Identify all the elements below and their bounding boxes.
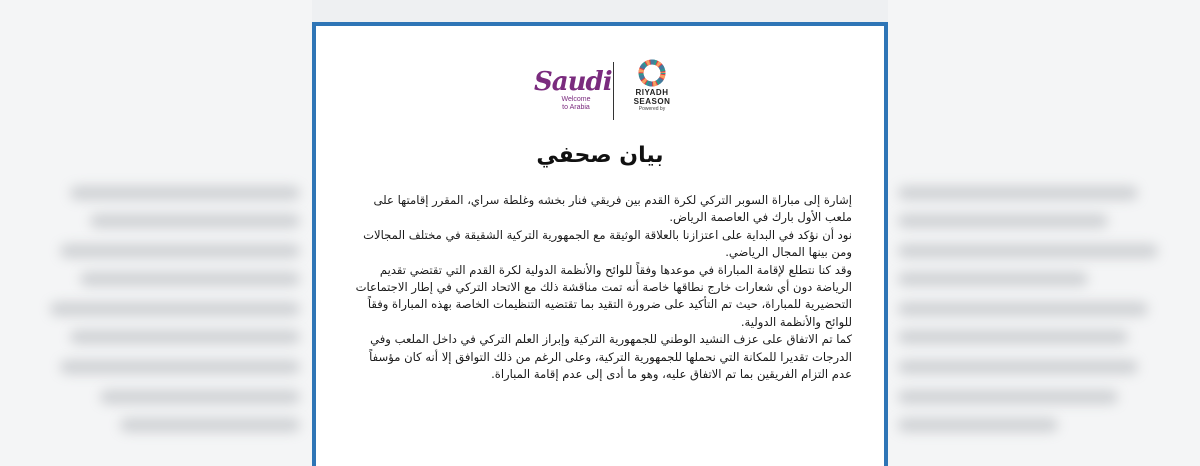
paragraph: وقد كنا نتطلع لإقامة المباراة في موعدها وفقاً للوائح والأنظمة الدولية لكرة القدم التي تقتضي تقديم الرياضة دون أي شعارات خارج نطاقها خاصة أنه تمت مناقشة ذلك مع الاتحاد التركي في إطار الاجتماعات التحضيرية للمباراة، حيث تم التأكيد على ضرورة التقيد بما تقتضيه التنظيمات الخاصة بهذه المباراة وفقاً للوائح والأنظمة الدولية. — [355, 262, 852, 329]
paragraph: كما تم الاتفاق على عزف النشيد الوطني للجمهورية التركية وإبراز العلم التركي في داخل الملعب وفي الدرجات تقديرا للمكانة التي نحملها للجمهورية التركية، وعلى الرغم من ذلك التوافق إلا أنه كان مؤسفاً عدم التزام الفريقين بما تم الاتفاق عليه، وهو ما أدى إلى عدم إقامة المباراة. — [369, 332, 852, 382]
paragraph: إشارة إلى مباراة السوبر التركي لكرة القدم بين فريقي فنار بخشه وغلطة سراي، المقرر إقامتها على ملعب الأول بارك في العاصمة الرياض. — [373, 193, 852, 225]
logo-divider — [613, 62, 614, 120]
document-body — [348, 192, 852, 383]
logo-header — [316, 58, 884, 138]
document-title: بيان صحفي — [536, 143, 664, 168]
blurred-background-left — [0, 0, 312, 466]
riyadh-season-ring-icon — [637, 58, 667, 88]
riyadh-season-logo: RIYADH SEASON Powered by — [622, 58, 682, 128]
blurred-background-right — [888, 0, 1200, 466]
press-release-document — [312, 22, 888, 466]
saudi-welcome-logo: Saudi Welcome to Arabia — [534, 67, 612, 111]
paragraph: نود أن نؤكد في البداية على اعتزازنا بالعلاقة الوثيقة مع الجمهورية التركية الشقيقة في مختلف المجالات ومن بينها المجال الرياضي. — [363, 227, 852, 260]
